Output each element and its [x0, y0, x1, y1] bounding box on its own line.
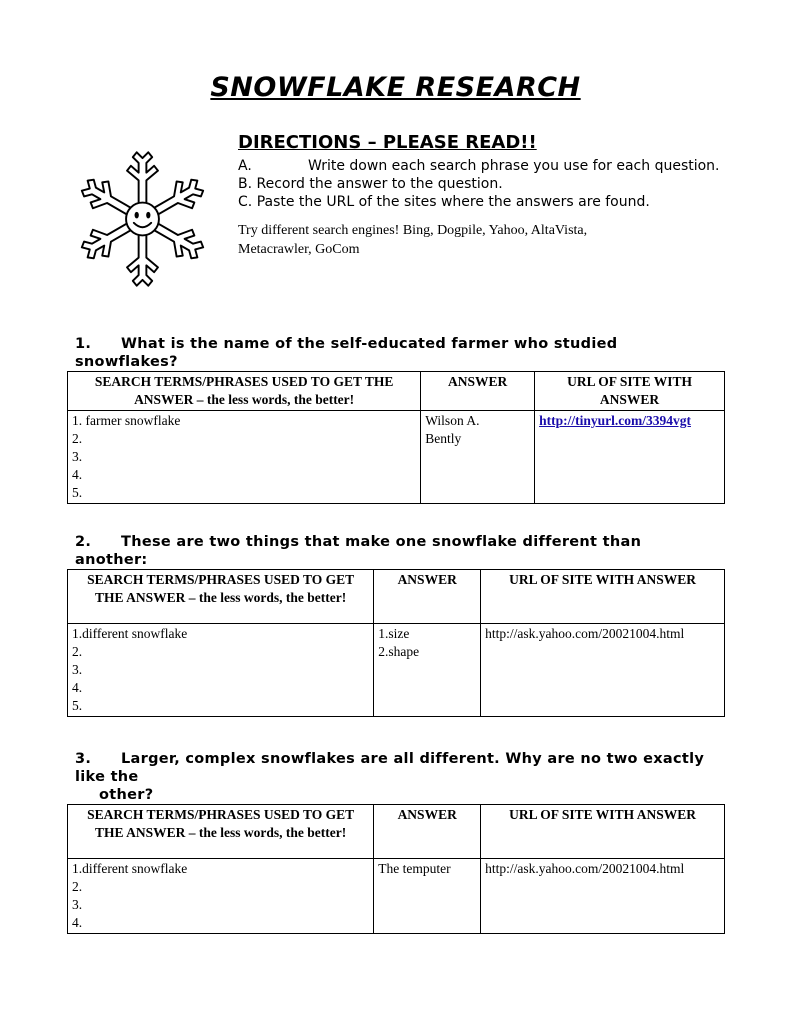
source-url-text: http://ask.yahoo.com/20021004.html — [485, 861, 685, 876]
answer-table-2 — [67, 569, 725, 717]
search-engines-tip: Try different search engines! Bing, Dogpile, Yahoo, AltaVista, Metacrawler, GoCom — [238, 223, 588, 257]
header-answer: ANSWER — [374, 570, 481, 624]
header-answer: ANSWER — [421, 372, 535, 411]
direction-c: C. Paste the URL of the sites where the answers are found. — [238, 194, 650, 210]
answer-table-3 — [67, 804, 725, 934]
header-search-terms: SEARCH TERMS/PHRASES USED TO GET THE ANSWER – the less words, the better! — [68, 805, 374, 859]
directions-heading: DIRECTIONS – PLEASE READ!! — [238, 132, 537, 153]
header-url: URL OF SITE WITH ANSWER — [481, 570, 725, 624]
search-terms-cell[interactable]: 1. farmer snowflake 2. 3. 4. 5. — [68, 411, 421, 504]
header-url: URL OF SITE WITH ANSWER — [481, 805, 725, 859]
table-row — [68, 624, 725, 717]
table-header-row — [68, 805, 725, 859]
page-title: SNOWFLAKE RESEARCH — [210, 72, 581, 103]
search-terms-cell[interactable]: 1.different snowflake 2. 3. 4. 5. — [68, 624, 374, 717]
question-2: 2. These are two things that make one snowflake different than another: — [75, 534, 642, 568]
search-terms-cell[interactable]: 1.different snowflake 2. 3. 4. — [68, 859, 374, 934]
direction-a: A. Write down each search phrase you use for each question. — [238, 158, 720, 174]
header-search-terms: SEARCH TERMS/PHRASES USED TO GET THE ANSWER – the less words, the better! — [68, 372, 421, 411]
url-cell — [535, 411, 725, 504]
snowflake-icon — [70, 145, 215, 293]
directions-block — [238, 131, 738, 259]
question-1: 1. What is the name of the self-educated farmer who studied snowflakes? — [75, 336, 618, 370]
answer-cell[interactable]: Wilson A. Bently — [421, 411, 535, 504]
table-header-row — [68, 570, 725, 624]
source-url-text: http://ask.yahoo.com/20021004.html — [485, 626, 685, 641]
source-url-link[interactable]: http://tinyurl.com/3394vgt — [539, 413, 691, 428]
url-cell[interactable] — [481, 859, 725, 934]
answer-cell[interactable]: 1.size 2.shape — [374, 624, 481, 717]
answer-cell[interactable]: The temputer — [374, 859, 481, 934]
table-header-row — [68, 372, 725, 411]
table-row — [68, 411, 725, 504]
header-url: URL OF SITE WITH ANSWER — [535, 372, 725, 411]
answer-table-1 — [67, 371, 725, 504]
question-3: 3. Larger, complex snowflakes are all different. Why are no two exactly like the other? — [75, 751, 705, 803]
table-row — [68, 859, 725, 934]
url-cell[interactable] — [481, 624, 725, 717]
header-search-terms: SEARCH TERMS/PHRASES USED TO GET THE ANSWER – the less words, the better! — [68, 570, 374, 624]
header-answer: ANSWER — [374, 805, 481, 859]
direction-b: B. Record the answer to the question. — [238, 176, 503, 192]
